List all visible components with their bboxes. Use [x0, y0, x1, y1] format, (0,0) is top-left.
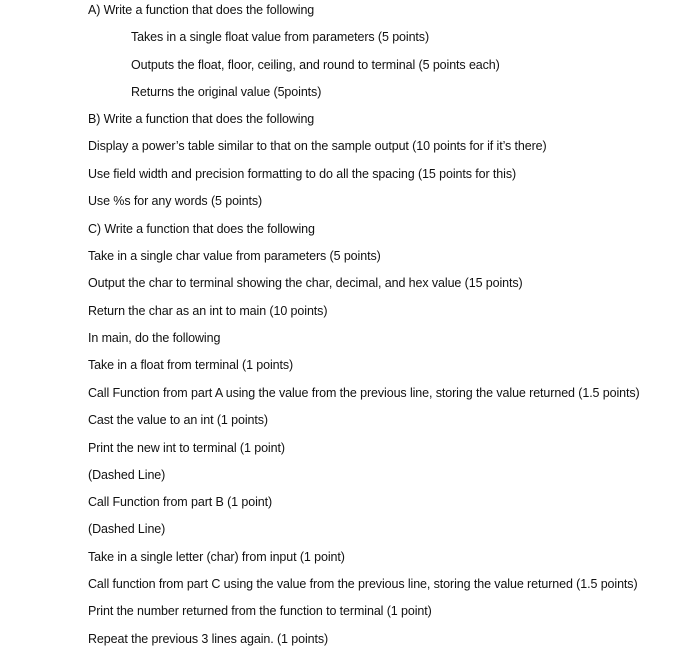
main-section-item: Call Function from part B (1 point): [88, 495, 273, 509]
section-c-item: Return the char as an int to main (10 points): [88, 304, 328, 318]
section-b-heading: B) Write a function that does the following: [88, 112, 315, 126]
section-c-heading: C) Write a function that does the following: [88, 222, 315, 236]
main-section-item: Call Function from part A using the value from the previous line, storing the value returned (1.5 points): [88, 386, 640, 400]
section-a-item: Takes in a single float value from parameters (5 points): [131, 30, 430, 44]
section-c-item: Output the char to terminal showing the char, decimal, and hex value (15 points): [88, 276, 523, 290]
dashed-line-marker: (Dashed Line): [88, 522, 166, 536]
section-b-item: Display a power’s table similar to that on the sample output (10 points for if it’s there): [88, 139, 547, 153]
main-section-item: Print the number returned from the function to terminal (1 point): [88, 604, 432, 618]
section-a-item: Returns the original value (5points): [131, 85, 322, 99]
main-section-item: Repeat the previous 3 lines again. (1 points): [88, 632, 329, 646]
section-b-item: Use field width and precision formatting to do all the spacing (15 points for this): [88, 167, 517, 181]
section-b-item: Use %s for any words (5 points): [88, 194, 263, 208]
main-section-item: Call function from part C using the value from the previous line, storing the value returned (1.5 points): [88, 577, 638, 591]
main-section-item: Print the new int to terminal (1 point): [88, 441, 285, 455]
main-section-item: Cast the value to an int (1 points): [88, 413, 268, 427]
main-section-heading: In main, do the following: [88, 331, 221, 345]
section-a-heading: A) Write a function that does the following: [88, 3, 315, 17]
section-a-item: Outputs the float, floor, ceiling, and round to terminal (5 points each): [131, 58, 500, 72]
main-section-item: Take in a single letter (char) from input (1 point): [88, 550, 345, 564]
dashed-line-marker: (Dashed Line): [88, 468, 166, 482]
main-section-item: Take in a float from terminal (1 points): [88, 358, 294, 372]
section-c-item: Take in a single char value from parameters (5 points): [88, 249, 381, 263]
